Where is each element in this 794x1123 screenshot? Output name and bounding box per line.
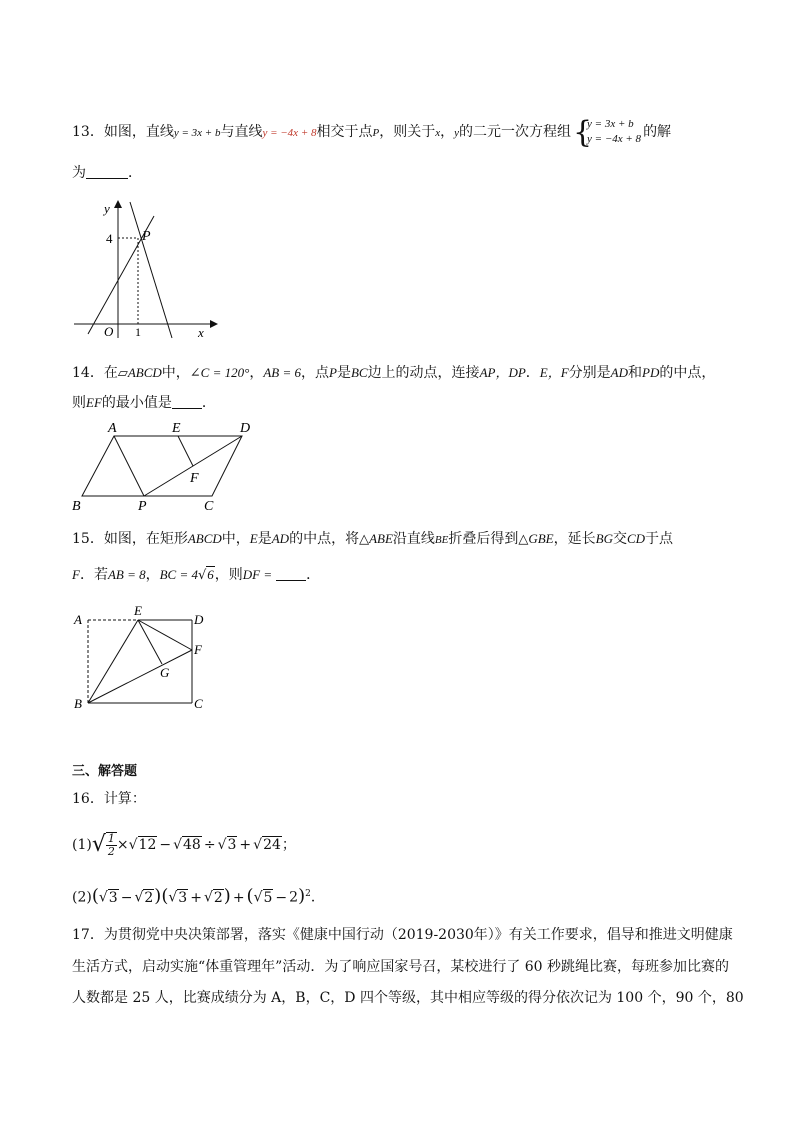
- q16-part2: [72, 884, 325, 908]
- section-heading: 三、解答题: [72, 764, 138, 779]
- q14-text: 在: [103, 365, 118, 381]
- q14-text: ．: [201, 395, 216, 411]
- q14-text: ．: [525, 365, 540, 381]
- sqrt-icon: √: [253, 889, 263, 906]
- line-be: BE: [434, 534, 449, 546]
- q15-text: ．若: [79, 567, 108, 583]
- q15-text: 折叠后得到: [448, 531, 519, 547]
- q17-line2: 生活方式，启动实施“体重管理年”活动．为了响应国家号召，某校进行了 60 秒跳绳比赛，每班参加比赛的: [72, 959, 730, 975]
- q14-text: 的最小值是: [101, 395, 172, 411]
- q13-text: 相交于点: [316, 124, 373, 140]
- period: ．: [310, 889, 325, 906]
- q15-line1: [72, 529, 673, 550]
- q13-text: 的解: [643, 124, 672, 140]
- q13-line2-equation: y = −4x + 8: [262, 127, 317, 139]
- sqrt-icon: √: [134, 889, 144, 906]
- q14-text: ，: [249, 365, 264, 381]
- sqrt-icon: √: [203, 889, 213, 906]
- label-d: D: [240, 422, 251, 436]
- numerator: 1: [107, 832, 115, 845]
- answer-blank[interactable]: [172, 394, 202, 409]
- sqrt-icon: √: [198, 568, 207, 583]
- parallelogram-shape: [82, 436, 242, 496]
- q16-part1: [72, 832, 296, 864]
- triangle-gbe: △GBE: [518, 531, 554, 546]
- angle-c: ∠C = 120°: [189, 365, 250, 380]
- length-ab: AB = 8: [107, 567, 146, 582]
- label-f: F: [194, 642, 202, 657]
- q13-number: 13．: [72, 124, 104, 140]
- side-ad: AD: [610, 365, 629, 380]
- x-axis-arrow-icon: [210, 320, 218, 328]
- radicand-3: 3: [108, 889, 118, 906]
- radicand-2: 2: [144, 889, 154, 906]
- q14-text: 是: [336, 365, 351, 381]
- segment-ef: EF: [86, 395, 102, 410]
- q15-text: 交: [612, 531, 627, 547]
- q14-line1: [72, 363, 715, 383]
- q13-text: 为: [72, 165, 86, 181]
- tick-4-label: 4: [106, 231, 113, 246]
- q17-line3: 人数都是 25 人，比赛成绩分为 A，B，C，D 四个等级，其中相应等级的得分依次记为 100 个，90 个，80: [72, 990, 744, 1006]
- brace-icon: {: [573, 115, 593, 150]
- q15-text: ，: [145, 567, 160, 583]
- paren-icon: ): [154, 885, 162, 907]
- triangle-abe: △ABE: [359, 531, 393, 546]
- paren-icon: (: [246, 885, 254, 907]
- point-f: F: [72, 567, 80, 582]
- label-e: E: [134, 604, 142, 618]
- length-ab: AB = 6: [263, 365, 301, 380]
- operator: +: [232, 889, 245, 906]
- length-bc: BC = 4: [159, 567, 198, 582]
- answer-blank[interactable]: [86, 164, 128, 179]
- segment-bg: BG: [595, 531, 613, 546]
- parallelogram-abcd: ▱ABCD: [117, 365, 162, 380]
- q15-text: 的中点，将: [289, 531, 360, 547]
- q14-number: 14．: [72, 365, 104, 381]
- q13-var-y: y: [454, 127, 460, 139]
- radicand-3: 3: [227, 837, 237, 853]
- label-d: D: [194, 612, 204, 627]
- radicand-5: 5: [263, 889, 273, 906]
- q13-text: 的二元一次方程组: [459, 124, 572, 140]
- df-equals: DF =: [242, 567, 273, 582]
- q15-number: 15．: [72, 531, 104, 547]
- exponent-2: 2: [305, 889, 311, 899]
- radicand-24: 24: [263, 837, 281, 853]
- q13-text: ，: [440, 124, 455, 140]
- q14-figure: [70, 422, 270, 514]
- q14-text: ，点: [300, 365, 329, 381]
- q15-line2: [72, 565, 320, 586]
- label-a: A: [108, 422, 117, 436]
- side-cd: CD: [626, 531, 646, 546]
- radicand-6: 6: [207, 567, 214, 582]
- q15-text: ，延长: [553, 531, 596, 547]
- point-p: P: [328, 365, 337, 380]
- label-a: A: [74, 612, 82, 627]
- paren-icon: (: [91, 885, 99, 907]
- radicand-48: 48: [183, 837, 201, 853]
- q13-point: P: [372, 127, 380, 139]
- q15-figure: [70, 604, 220, 716]
- q15-text: ，则: [214, 567, 243, 583]
- sqrt-icon: √: [128, 837, 138, 853]
- part-label: (2): [72, 889, 92, 906]
- label-c: C: [204, 499, 214, 514]
- paren-icon: ): [223, 885, 231, 907]
- y-axis-arrow-icon: [114, 200, 122, 208]
- q16-title: 16．计算：: [72, 791, 146, 807]
- q14-text: 中，: [161, 365, 190, 381]
- operator: ×: [116, 837, 129, 853]
- operator: +: [239, 837, 252, 853]
- q13-line2: [72, 163, 142, 183]
- segment-pd: PD: [642, 365, 660, 380]
- q17-line1: 17．为贯彻党中央决策部署，落实《健康中国行动（2019-2030年）》有关工作要求，倡导和推进文明健康: [72, 927, 733, 943]
- label-p: P: [138, 499, 147, 514]
- equation-system: [573, 115, 642, 150]
- sqrt-icon: √: [168, 889, 178, 906]
- sqrt-icon: √: [253, 837, 263, 853]
- segment-ef-line: [178, 436, 193, 466]
- q15-text: 沿直线: [392, 531, 435, 547]
- operator: −: [275, 889, 288, 906]
- operator: +: [190, 889, 202, 906]
- segment-ap: [114, 436, 144, 496]
- q14-line2: [72, 393, 216, 413]
- q13-text: ．: [128, 165, 142, 181]
- operator: −: [159, 837, 172, 853]
- rectangle-abcd: ABCD: [187, 531, 222, 546]
- q13-text: ，则关于: [379, 124, 436, 140]
- fraction-half: [106, 832, 117, 858]
- q14-text: 的中点，: [659, 365, 716, 381]
- radicand-3: 3: [178, 889, 188, 906]
- q13-text: 与直线: [220, 124, 263, 140]
- q13-text: 如图，直线: [103, 124, 174, 140]
- y-axis-label: y: [104, 201, 110, 216]
- sqrt-icon: √: [91, 832, 106, 857]
- points-e-f: E，F: [539, 365, 569, 380]
- q14-text: 分别是: [568, 365, 611, 381]
- origin-label: O: [104, 324, 114, 339]
- label-b: B: [74, 696, 82, 711]
- q14-text: 和: [628, 365, 643, 381]
- label-g: G: [160, 665, 170, 680]
- q14-text: 则: [72, 395, 86, 411]
- operator: −: [120, 889, 133, 906]
- side-ad: AD: [271, 531, 290, 546]
- q14-text: 边上的动点，连接: [367, 365, 480, 381]
- paren-icon: (: [161, 885, 169, 907]
- system-row-1: y = 3x + b: [587, 118, 634, 130]
- paren-icon: ): [298, 885, 306, 907]
- q15-text: 中，: [221, 531, 250, 547]
- radicand-2: 2: [213, 889, 223, 906]
- q15-text: 如图，在矩形: [103, 531, 188, 547]
- label-f: F: [190, 471, 199, 486]
- sqrt-icon: √: [173, 837, 183, 853]
- operator: ÷: [203, 837, 216, 853]
- radicand-12: 12: [138, 837, 157, 853]
- label-b: B: [72, 499, 81, 514]
- point-p-label: P: [142, 229, 151, 244]
- q13-line1-equation: y = 3x + b: [173, 127, 221, 139]
- label-c: C: [194, 696, 203, 711]
- number-2: 2: [289, 889, 299, 906]
- q13-line1: [72, 115, 672, 150]
- q15-text: 于点: [645, 531, 674, 547]
- point-e: E: [249, 531, 258, 546]
- q13-figure: [70, 198, 220, 342]
- label-e: E: [172, 422, 181, 436]
- semicolon: ；: [281, 837, 296, 853]
- line-y-neg4x-8: [130, 202, 172, 338]
- segments-ap-dp: AP，DP: [479, 365, 526, 380]
- side-bc: BC: [350, 365, 368, 380]
- q13-var-x: x: [435, 127, 441, 139]
- q15-text: ．: [306, 567, 321, 583]
- system-row-2: y = −4x + 8: [587, 133, 642, 145]
- tick-1-label: 1: [135, 325, 141, 339]
- answer-blank[interactable]: [276, 566, 306, 581]
- denominator: 2: [107, 845, 115, 858]
- q15-text: 是: [257, 531, 272, 547]
- x-axis-label: x: [198, 325, 204, 340]
- part-label: (1): [72, 837, 92, 853]
- sqrt-icon: √: [217, 837, 227, 853]
- sqrt-icon: √: [98, 889, 108, 906]
